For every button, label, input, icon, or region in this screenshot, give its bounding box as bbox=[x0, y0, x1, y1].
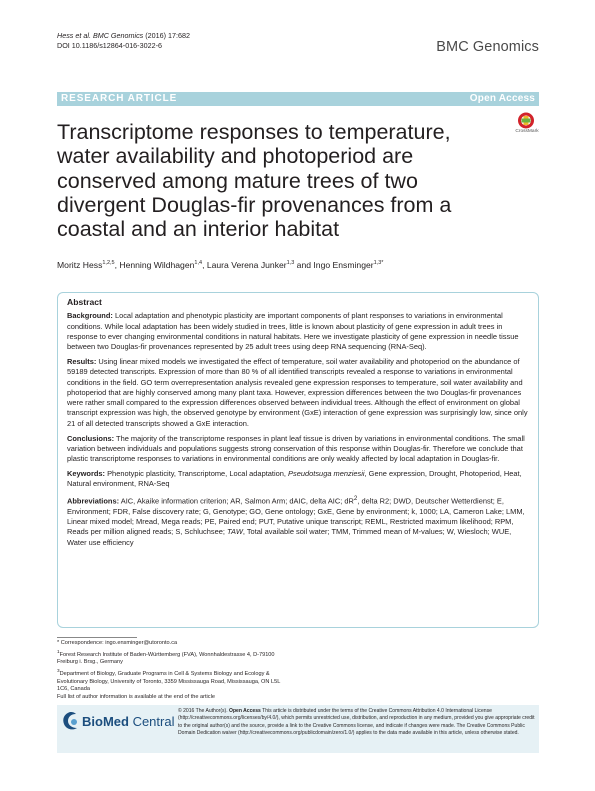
citation bbox=[57, 31, 190, 41]
open-access-bold: Open Access bbox=[229, 708, 261, 714]
footnote-divider bbox=[57, 637, 137, 638]
journal-brand: BMC Genomics bbox=[436, 39, 539, 55]
affiliation-3: $^3$Department of Biology, Graduate Programs in Cell & Systems Biology and Ecology & Evolutionary Biology, University of Toronto, 3359 Mississauga Road, Mississauga, ON L5L 1C6, Canada bbox=[57, 667, 281, 693]
author-affiliation-marker: 1,3* bbox=[373, 260, 384, 267]
article-type: RESEARCH ARTICLE bbox=[61, 93, 178, 104]
article-banner bbox=[57, 92, 539, 106]
author[interactable]: Henning Wildhagen$^{1,4}$ bbox=[119, 260, 203, 270]
background-label: Background: bbox=[67, 311, 113, 321]
biomed-central-logo[interactable] bbox=[60, 711, 175, 735]
author[interactable]: Laura Verena Junker$^{1,3}$ bbox=[206, 260, 295, 270]
running-header bbox=[57, 31, 190, 50]
author-info-note: Full list of author information is available at the end of the article bbox=[57, 693, 215, 700]
abbreviations: Abbreviations: AIC, Akaike information criterion; AR, Salmon Arm; dAIC, delta AIC; $dR^2$, delta R2; DWD, Deutscher Wetterdienst; E, Environment; FDR, False discovery rate; G, Genotype; GO, Gene ontology; GxE, Gene by environment; k, 1000; LA, Cameron Lake; LMM, Linear mixed model; Mread, Mega reads; PE, Paired end; PUT, Putative unique transcript; REML, Restricted maximum likelihood; RPM, Reads per million aligned reads; S, Schluchsee; TAW, Total available soil water; TMM, Trimmed mean of M-values; W, Wiesloch; WUE, Water use efficiency bbox=[67, 495, 525, 547]
biomed-central-wordmark: BioMed Central bbox=[82, 714, 175, 729]
abbreviations-label: Abbreviations: bbox=[67, 496, 120, 506]
abstract-results: Results: Using linear mixed models we investigated the effect of temperature, soil water availability and photoperiod on the abundance of 59189 detected transcripts. Expression of more than 80 % of all identified transcripts revealed a response to variations in environmental conditions in the field. GO term overrepresentation analysis revealed gene expression responses to temperature, soil water availability and photoperiod that are highly conserved among many plant taxa. However, expression differences between the two Douglas-fir provenances were rather small compared to the expression differences observed between individual trees. Although the effect of environment on global transcript expression was high, the observed genotype by environment (GxE) interaction of gene expression was surprisingly low, since only 21 of all detected transcripts showed a GxE interaction. bbox=[67, 356, 528, 428]
author[interactable]: Ingo Ensminger$^{1,3*}$ bbox=[313, 260, 384, 270]
author-affiliation-marker: 1,2,5 bbox=[102, 260, 115, 267]
abstract-background: Background: Local adaptation and phenotypic plasticity are important components of plant responses to variations in environmental conditions. While local adaptation has been widely studied in trees, little is known about plasticity of gene expression in adult trees in response to ever changing environmental conditions in natural habitats. Here we investigate plasticity of gene expression in needle tissue between two Douglas-fir provenances represented by 25 adult trees using deep RNA sequencing (RNA-Seq). bbox=[67, 311, 519, 352]
crossmark-icon bbox=[516, 112, 536, 129]
biomed-central-icon bbox=[60, 711, 80, 733]
crossmark-badge[interactable] bbox=[510, 112, 544, 136]
citation-year-volume: (2016) 17:682 bbox=[143, 31, 191, 40]
author-affiliation-marker: 1,3 bbox=[286, 260, 295, 267]
author[interactable]: Moritz Hess$^{1,2,5}$ bbox=[57, 260, 115, 270]
author-list: Moritz Hess$^{1,2,5}$, Henning Wildhagen$^{1,4}$, Laura Verena Junker$^{1,3}$ and Ingo Ensminger$^{1,3*}$ bbox=[57, 260, 384, 270]
citation-journal: Hess et al. BMC Genomics bbox=[57, 31, 144, 40]
keywords-label: Keywords: bbox=[67, 468, 106, 478]
keywords: Keywords: Phenotypic plasticity, Transcriptome, Local adaptation, Pseudotsuga menziesii, Gene expression, Drought, Photoperiod, Heat, Natural environment, RNA-Seq bbox=[67, 468, 522, 489]
abstract-heading: Abstract bbox=[67, 297, 102, 307]
abstract-box bbox=[57, 292, 539, 628]
footnotes bbox=[57, 637, 287, 702]
species-name: Pseudotsuga menziesii bbox=[288, 468, 365, 478]
correspondence[interactable]: * Correspondence: ingo.ensminger@utoronto.ca bbox=[57, 640, 178, 646]
affiliation-1: $^1$Forest Research Institute of Baden-Württemberg (FVA), Wonnhaldestrasse 4, D-79100 Freiburg i. Brsg., Germany bbox=[57, 648, 275, 666]
crossmark-label: CrossMark bbox=[515, 129, 539, 134]
author-affiliation-marker: 1,4 bbox=[194, 260, 203, 267]
conclusions-label: Conclusions: bbox=[67, 433, 115, 443]
abstract-conclusions: Conclusions: The majority of the transcriptome responses in plant leaf tissue is driven by variations in environmental conditions. The small variation between individuals and populations suggests strong conservation of this response within Douglas-fir. Therefore we conclude that plastic transcriptome responses to variations in environmental conditions are only weakly affected by local adaptation in Douglas-fir. bbox=[67, 433, 525, 464]
doi[interactable]: DOI 10.1186/s12864-016-3022-6 bbox=[57, 40, 162, 50]
results-label: Results: bbox=[67, 356, 97, 366]
license-text: © 2016 The Author(s). Open Access This article is distributed under the terms of the Creative Commons Attribution 4.0 International License (http://creativecommons.org/licenses/by/4.0/), which permits unrestricted use, distribution, and reproduction in any medium, provided you give appropriate credit to the original author(s) and the source, provide a link to the Creative Commons license, and indicate if changes were made. The Creative Commons Public Domain Dedication waiver (http://creativecommons.org/publicdomain/zero/1.0/) applies to the data made available in this article, unless otherwise stated. bbox=[178, 708, 535, 736]
article-title: Transcriptome responses to temperature, water availability and photoperiod are conserved among mature trees of two divergent Douglas-fir provenances from a coastal and an interior habitat bbox=[57, 120, 452, 242]
open-access-label: Open Access bbox=[469, 93, 535, 104]
